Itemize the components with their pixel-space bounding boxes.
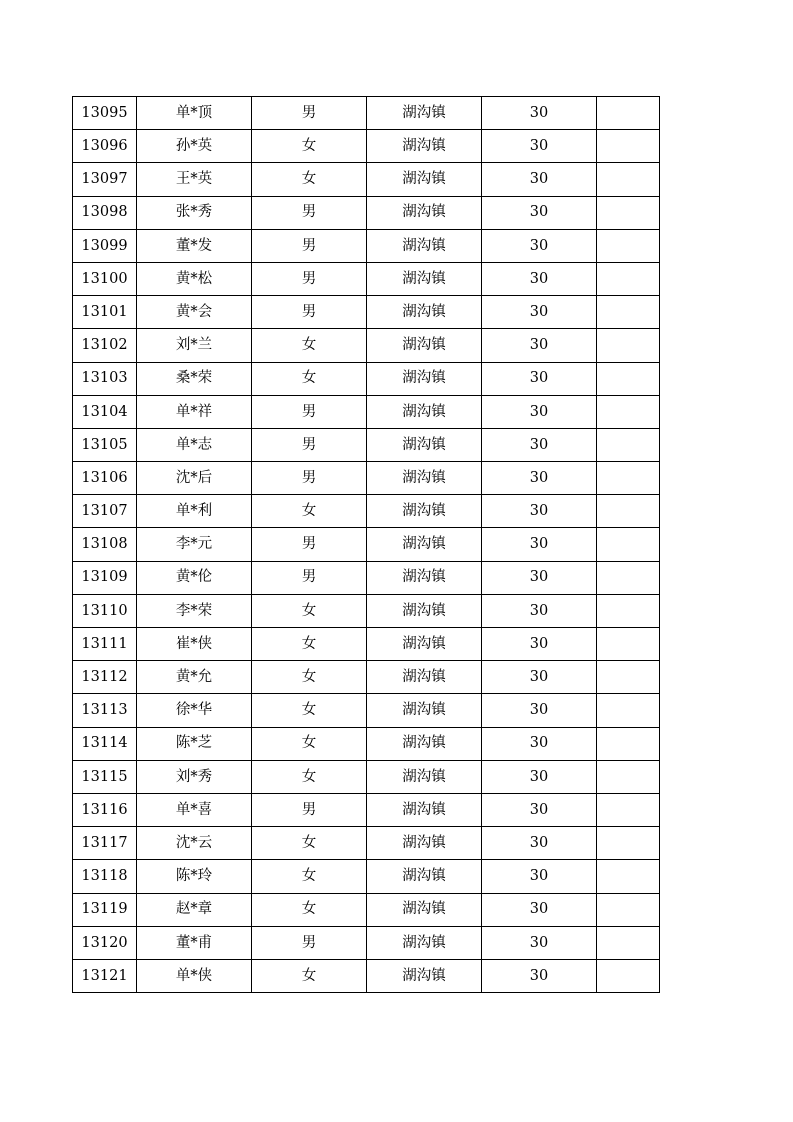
note-cell	[597, 661, 660, 694]
town-cell: 湖沟镇	[367, 628, 482, 661]
table-row	[73, 893, 660, 926]
record-id-cell: 13121	[73, 959, 137, 992]
town-cell: 湖沟镇	[367, 959, 482, 992]
gender-cell: 女	[252, 163, 367, 196]
name-cell: 崔*侠	[137, 628, 252, 661]
amount-cell: 30	[482, 860, 597, 893]
amount-cell: 30	[482, 793, 597, 826]
gender-cell: 女	[252, 130, 367, 163]
amount-cell: 30	[482, 827, 597, 860]
name-cell: 黄*松	[137, 262, 252, 295]
table-row	[73, 594, 660, 627]
town-cell: 湖沟镇	[367, 594, 482, 627]
note-cell	[597, 428, 660, 461]
name-cell: 董*发	[137, 229, 252, 262]
name-cell: 陈*玲	[137, 860, 252, 893]
table-row	[73, 926, 660, 959]
record-id-cell: 13098	[73, 196, 137, 229]
amount-cell: 30	[482, 959, 597, 992]
town-cell: 湖沟镇	[367, 229, 482, 262]
gender-cell: 男	[252, 926, 367, 959]
note-cell	[597, 329, 660, 362]
record-id-cell: 13114	[73, 727, 137, 760]
amount-cell: 30	[482, 561, 597, 594]
gender-cell: 女	[252, 893, 367, 926]
name-cell: 单*顶	[137, 97, 252, 130]
amount-cell: 30	[482, 329, 597, 362]
name-cell: 黄*允	[137, 661, 252, 694]
name-cell: 沈*云	[137, 827, 252, 860]
note-cell	[597, 860, 660, 893]
gender-cell: 男	[252, 296, 367, 329]
name-cell: 单*侠	[137, 959, 252, 992]
town-cell: 湖沟镇	[367, 528, 482, 561]
table-row	[73, 959, 660, 992]
table-row	[73, 196, 660, 229]
note-cell	[597, 362, 660, 395]
table-row	[73, 827, 660, 860]
note-cell	[597, 694, 660, 727]
note-cell	[597, 196, 660, 229]
note-cell	[597, 395, 660, 428]
record-id-cell: 13119	[73, 893, 137, 926]
gender-cell: 女	[252, 760, 367, 793]
amount-cell: 30	[482, 196, 597, 229]
town-cell: 湖沟镇	[367, 296, 482, 329]
town-cell: 湖沟镇	[367, 694, 482, 727]
name-cell: 单*利	[137, 495, 252, 528]
town-cell: 湖沟镇	[367, 661, 482, 694]
note-cell	[597, 97, 660, 130]
gender-cell: 女	[252, 827, 367, 860]
note-cell	[597, 893, 660, 926]
name-cell: 徐*华	[137, 694, 252, 727]
name-cell: 桑*荣	[137, 362, 252, 395]
amount-cell: 30	[482, 628, 597, 661]
town-cell: 湖沟镇	[367, 329, 482, 362]
note-cell	[597, 462, 660, 495]
record-id-cell: 13095	[73, 97, 137, 130]
record-id-cell: 13102	[73, 329, 137, 362]
name-cell: 沈*后	[137, 462, 252, 495]
amount-cell: 30	[482, 760, 597, 793]
town-cell: 湖沟镇	[367, 362, 482, 395]
town-cell: 湖沟镇	[367, 462, 482, 495]
record-id-cell: 13111	[73, 628, 137, 661]
table-row	[73, 760, 660, 793]
table-row	[73, 296, 660, 329]
town-cell: 湖沟镇	[367, 760, 482, 793]
gender-cell: 女	[252, 362, 367, 395]
gender-cell: 女	[252, 694, 367, 727]
name-cell: 张*秀	[137, 196, 252, 229]
name-cell: 董*甫	[137, 926, 252, 959]
table-row	[73, 262, 660, 295]
note-cell	[597, 528, 660, 561]
record-id-cell: 13105	[73, 428, 137, 461]
name-cell: 李*元	[137, 528, 252, 561]
table-row	[73, 793, 660, 826]
name-cell: 孙*英	[137, 130, 252, 163]
table-row	[73, 694, 660, 727]
table-row	[73, 860, 660, 893]
amount-cell: 30	[482, 97, 597, 130]
record-id-cell: 13120	[73, 926, 137, 959]
amount-cell: 30	[482, 362, 597, 395]
name-cell: 黄*伦	[137, 561, 252, 594]
amount-cell: 30	[482, 163, 597, 196]
town-cell: 湖沟镇	[367, 793, 482, 826]
record-id-cell: 13109	[73, 561, 137, 594]
note-cell	[597, 959, 660, 992]
name-cell: 王*英	[137, 163, 252, 196]
gender-cell: 男	[252, 528, 367, 561]
amount-cell: 30	[482, 926, 597, 959]
amount-cell: 30	[482, 229, 597, 262]
record-id-cell: 13107	[73, 495, 137, 528]
gender-cell: 男	[252, 97, 367, 130]
gender-cell: 女	[252, 628, 367, 661]
record-id-cell: 13106	[73, 462, 137, 495]
amount-cell: 30	[482, 661, 597, 694]
record-id-cell: 13113	[73, 694, 137, 727]
name-cell: 李*荣	[137, 594, 252, 627]
note-cell	[597, 229, 660, 262]
amount-cell: 30	[482, 428, 597, 461]
record-id-cell: 13096	[73, 130, 137, 163]
table-row	[73, 428, 660, 461]
note-cell	[597, 561, 660, 594]
amount-cell: 30	[482, 893, 597, 926]
note-cell	[597, 727, 660, 760]
amount-cell: 30	[482, 594, 597, 627]
gender-cell: 男	[252, 428, 367, 461]
town-cell: 湖沟镇	[367, 926, 482, 959]
note-cell	[597, 827, 660, 860]
table-row	[73, 97, 660, 130]
amount-cell: 30	[482, 462, 597, 495]
town-cell: 湖沟镇	[367, 827, 482, 860]
note-cell	[597, 262, 660, 295]
records-table-body	[73, 97, 660, 993]
amount-cell: 30	[482, 727, 597, 760]
name-cell: 单*志	[137, 428, 252, 461]
name-cell: 刘*秀	[137, 760, 252, 793]
town-cell: 湖沟镇	[367, 262, 482, 295]
town-cell: 湖沟镇	[367, 495, 482, 528]
record-id-cell: 13112	[73, 661, 137, 694]
table-row	[73, 495, 660, 528]
town-cell: 湖沟镇	[367, 727, 482, 760]
amount-cell: 30	[482, 296, 597, 329]
gender-cell: 男	[252, 395, 367, 428]
table-row	[73, 528, 660, 561]
table-row	[73, 329, 660, 362]
amount-cell: 30	[482, 262, 597, 295]
note-cell	[597, 495, 660, 528]
table-row	[73, 727, 660, 760]
amount-cell: 30	[482, 528, 597, 561]
amount-cell: 30	[482, 495, 597, 528]
note-cell	[597, 926, 660, 959]
record-id-cell: 13118	[73, 860, 137, 893]
town-cell: 湖沟镇	[367, 130, 482, 163]
gender-cell: 男	[252, 229, 367, 262]
name-cell: 单*喜	[137, 793, 252, 826]
note-cell	[597, 628, 660, 661]
gender-cell: 男	[252, 262, 367, 295]
table-row	[73, 661, 660, 694]
record-id-cell: 13103	[73, 362, 137, 395]
record-id-cell: 13116	[73, 793, 137, 826]
record-id-cell: 13097	[73, 163, 137, 196]
gender-cell: 男	[252, 561, 367, 594]
note-cell	[597, 163, 660, 196]
town-cell: 湖沟镇	[367, 860, 482, 893]
table-row	[73, 163, 660, 196]
town-cell: 湖沟镇	[367, 196, 482, 229]
amount-cell: 30	[482, 395, 597, 428]
note-cell	[597, 594, 660, 627]
name-cell: 黄*会	[137, 296, 252, 329]
record-id-cell: 13110	[73, 594, 137, 627]
gender-cell: 女	[252, 959, 367, 992]
gender-cell: 女	[252, 661, 367, 694]
table-row	[73, 229, 660, 262]
amount-cell: 30	[482, 130, 597, 163]
table-row	[73, 395, 660, 428]
gender-cell: 女	[252, 329, 367, 362]
gender-cell: 男	[252, 196, 367, 229]
town-cell: 湖沟镇	[367, 893, 482, 926]
gender-cell: 男	[252, 793, 367, 826]
name-cell: 单*祥	[137, 395, 252, 428]
record-id-cell: 13101	[73, 296, 137, 329]
table-row	[73, 462, 660, 495]
records-table	[72, 96, 660, 993]
record-id-cell: 13104	[73, 395, 137, 428]
record-id-cell: 13099	[73, 229, 137, 262]
gender-cell: 女	[252, 594, 367, 627]
note-cell	[597, 760, 660, 793]
gender-cell: 男	[252, 462, 367, 495]
name-cell: 刘*兰	[137, 329, 252, 362]
amount-cell: 30	[482, 694, 597, 727]
record-id-cell: 13108	[73, 528, 137, 561]
town-cell: 湖沟镇	[367, 395, 482, 428]
record-id-cell: 13115	[73, 760, 137, 793]
table-row	[73, 362, 660, 395]
town-cell: 湖沟镇	[367, 97, 482, 130]
record-id-cell: 13117	[73, 827, 137, 860]
record-id-cell: 13100	[73, 262, 137, 295]
table-row	[73, 561, 660, 594]
gender-cell: 女	[252, 727, 367, 760]
name-cell: 陈*芝	[137, 727, 252, 760]
name-cell: 赵*章	[137, 893, 252, 926]
table-row	[73, 130, 660, 163]
note-cell	[597, 793, 660, 826]
town-cell: 湖沟镇	[367, 428, 482, 461]
table-row	[73, 628, 660, 661]
town-cell: 湖沟镇	[367, 561, 482, 594]
note-cell	[597, 130, 660, 163]
gender-cell: 女	[252, 860, 367, 893]
gender-cell: 女	[252, 495, 367, 528]
town-cell: 湖沟镇	[367, 163, 482, 196]
note-cell	[597, 296, 660, 329]
